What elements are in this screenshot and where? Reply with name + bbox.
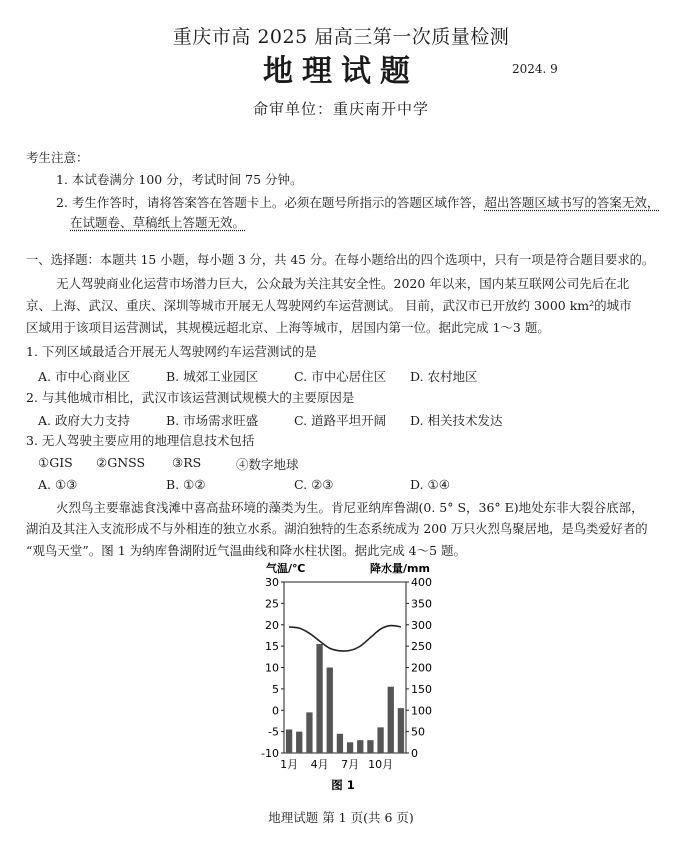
- left-axis-label: 气温/℃: [266, 562, 306, 575]
- figure-caption: 图 1: [331, 778, 355, 792]
- question-3-item-2: ②GNSS: [96, 455, 146, 470]
- section-heading: 一、选择题：本题共 15 小题，每小题 3 分，共 45 分。在每小题给出的四个选项中，只有一项是符合题目要求的。: [26, 253, 655, 267]
- precipitation-bar: [286, 729, 292, 753]
- notice-item-2-emphasis-2: 在试题卷、草稿纸上答题无效。: [70, 215, 246, 230]
- precip-tick-label: 300: [411, 618, 432, 632]
- temp-tick-label: 5: [272, 682, 279, 696]
- precip-tick-label: 250: [411, 640, 432, 654]
- temp-tick-label: 0: [272, 704, 279, 718]
- notice-item-2-text: 2. 考生作答时，请将答案答在答题卡上。必须在题号所指示的答题区域作答，: [56, 195, 485, 210]
- question-3-option-a: A. ①③: [38, 477, 78, 492]
- subject-title: 地理试题: [263, 54, 419, 89]
- precipitation-bar: [296, 732, 302, 753]
- passage1-line: 无人驾驶商业化运营市场潜力巨大，公众最为关注其安全性。2020 年以来，国内某互联网公司先后在北: [56, 276, 630, 291]
- precipitation-bar: [357, 740, 363, 753]
- month-tick-label: 4月: [310, 758, 329, 771]
- question-2-option-a: A. 政府大力支持: [38, 413, 130, 428]
- question-1-stem: 1. 下列区域最适合开展无人驾驶网约车运营测试的是: [26, 344, 317, 359]
- temp-tick-label: 25: [265, 597, 279, 611]
- temp-tick-label: 15: [265, 640, 279, 654]
- notice-item-2: [56, 195, 659, 211]
- passage1-line: 区域用于该项目运营测试，其规模远超北京、上海等城市，居国内第一位。据此完成 1～3 题。: [26, 320, 550, 335]
- precipitation-bar: [377, 727, 383, 753]
- right-axis-label: 降水量/mm: [370, 562, 430, 575]
- climate-chart: [258, 560, 438, 792]
- question-3-option-b: B. ①②: [166, 477, 206, 492]
- question-2-option-d: D. 相关技术发达: [410, 413, 503, 428]
- precip-tick-label: 100: [411, 704, 432, 718]
- question-2-option-c: C. 道路平坦开阔: [294, 413, 387, 428]
- question-3-item-3: ③RS: [172, 455, 202, 470]
- precipitation-bar: [347, 742, 353, 753]
- month-tick-label: 7月: [341, 758, 360, 771]
- exam-title: 重庆市高 2025 届高三第一次质量检测: [172, 26, 510, 48]
- precipitation-bar: [327, 668, 333, 754]
- precipitation-bar: [398, 708, 404, 753]
- question-3-item-4: ④数字地球: [236, 457, 299, 472]
- precipitation-bar: [367, 740, 373, 753]
- precip-tick-label: 200: [411, 661, 432, 675]
- page-footer: 地理试题 第 1 页(共 6 页): [268, 810, 414, 825]
- question-2-stem: 2. 与其他城市相比，武汉市该运营测试规模大的主要原因是: [26, 390, 355, 405]
- author-unit: 命审单位：重庆南开中学: [252, 100, 429, 118]
- precipitation-bar: [388, 687, 394, 753]
- temp-tick-label: -5: [268, 725, 279, 739]
- passage2-line: “观鸟天堂”。图 1 为纳库鲁湖附近气温曲线和降水柱状图。据此完成 4～5 题。: [26, 543, 467, 558]
- question-1-option-c: C. 市中心居住区: [294, 369, 387, 384]
- passage2-line: 火烈鸟主要靠滤食浅滩中喜高盐环境的藻类为生。肯尼亚纳库鲁湖(0. 5° S，36° E)地处东非大裂谷底部，: [56, 500, 644, 515]
- question-1-option-d: D. 农村地区: [410, 369, 478, 384]
- precip-tick-label: 50: [411, 725, 425, 739]
- precip-tick-label: 350: [411, 597, 432, 611]
- temperature-curve: [289, 626, 401, 652]
- question-1-option-a: A. 市中心商业区: [38, 369, 130, 384]
- precip-tick-label: 150: [411, 682, 432, 696]
- question-3-option-d: D. ①④: [410, 477, 450, 492]
- notice-item-2-emphasis: 超出答题区域书写的答案无效，: [484, 195, 660, 210]
- passage2-line: 湖泊及其注入支流形成不与外相连的独立水系。湖泊独特的生态系统成为 200 万只火烈鸟聚居地，是鸟类爱好者的: [26, 522, 648, 536]
- notice-item-1: 1. 本试卷满分 100 分，考试时间 75 分钟。: [56, 172, 303, 187]
- temp-tick-label: -10: [261, 747, 279, 760]
- question-2-option-b: B. 市场需求旺盛: [166, 413, 259, 428]
- exam-date: 2024. 9: [512, 62, 558, 76]
- temp-tick-label: 30: [265, 576, 279, 589]
- precip-tick-label: 0: [411, 747, 418, 760]
- passage1-line: 京、上海、武汉、重庆、深圳等城市开展无人驾驶网约车运营测试。 目前，武汉市已开放约 3000 km²的城市: [26, 298, 632, 313]
- notice-heading: 考生注意：: [26, 150, 89, 165]
- precipitation-bar: [316, 644, 322, 753]
- month-tick-label: 10月: [368, 758, 394, 771]
- temp-tick-label: 10: [265, 661, 279, 675]
- precipitation-bar: [337, 734, 343, 753]
- precip-tick-label: 400: [411, 576, 432, 589]
- question-3-item-1: ①GIS: [38, 455, 73, 470]
- question-3-option-c: C. ②③: [294, 477, 334, 492]
- question-3-stem: 3. 无人驾驶主要应用的地理信息技术包括: [26, 433, 255, 448]
- question-1-option-b: B. 城郊工业园区: [166, 369, 259, 384]
- month-tick-label: 1月: [280, 758, 299, 771]
- precipitation-bar: [306, 712, 312, 753]
- temp-tick-label: 20: [265, 618, 279, 632]
